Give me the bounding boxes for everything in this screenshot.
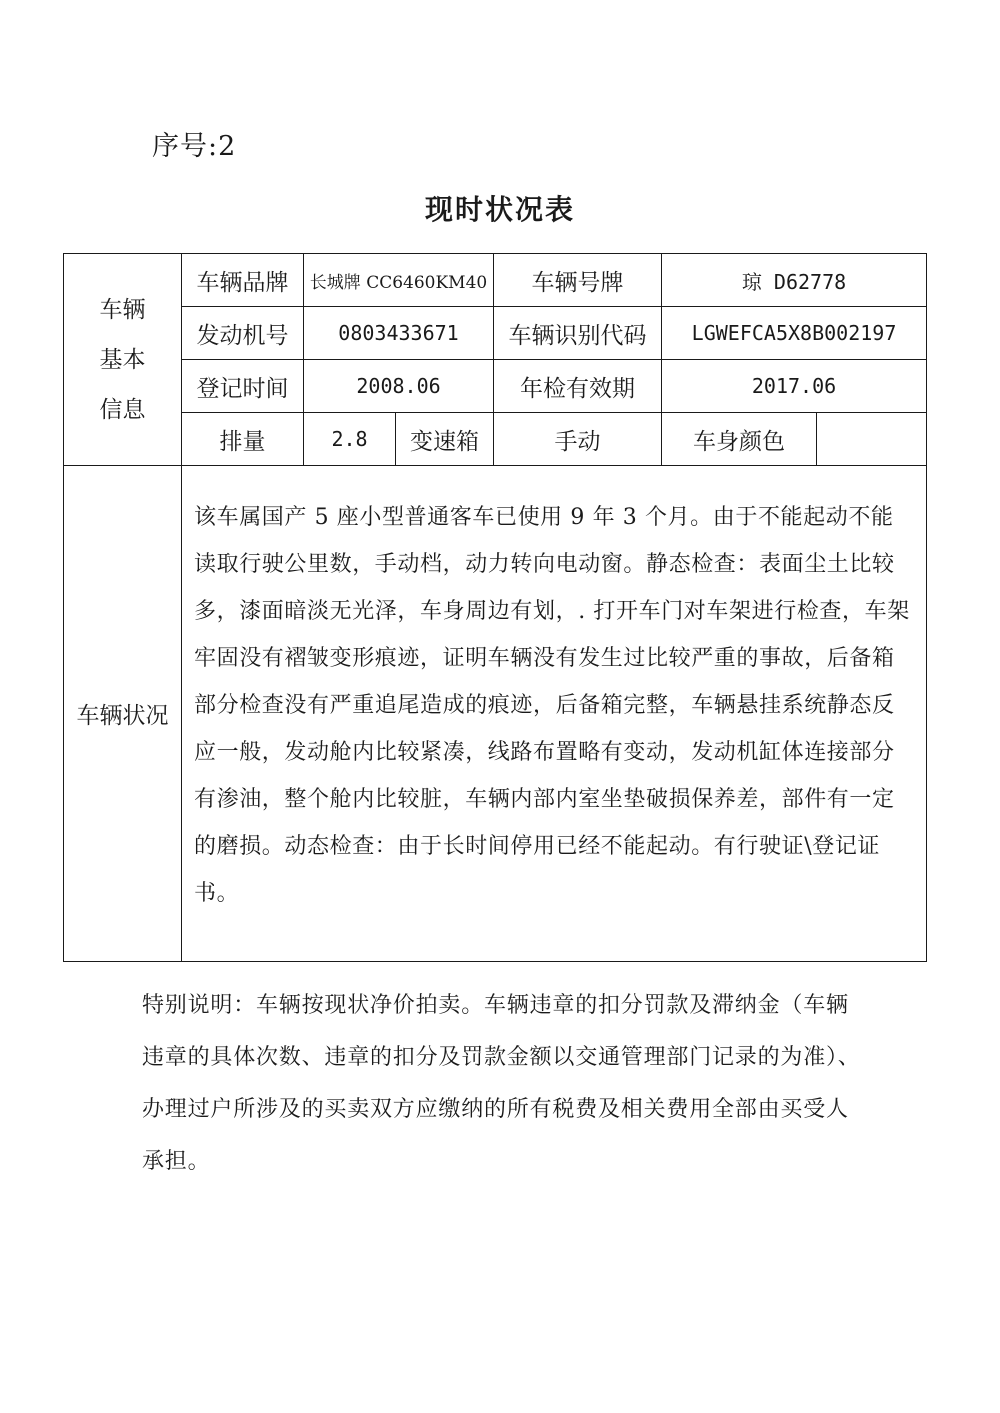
basic-info-section-label (64, 254, 182, 466)
special-note: 特别说明：车辆按现状净价拍卖。车辆违章的扣分罚款及滞纳金（车辆违章的具体次数、违章的扣分及罚款金额以交通管理部门记录的为准）、办理过户所涉及的买卖双方应缴纳的所有税费及相关费用全部由买受人承担。 (142, 993, 861, 1174)
displacement-value: 2.8 (304, 413, 396, 466)
brand-value: 长城牌 CC6460KM40 (304, 254, 494, 307)
plate-label: 车辆号牌 (494, 254, 662, 307)
condition-label: 车辆状况 (64, 466, 182, 962)
vehicle-info-table (63, 253, 927, 962)
body-color-value (817, 413, 927, 466)
plate-value: 琼 D62778 (662, 254, 927, 307)
page-title: 现时状况表 (424, 193, 575, 226)
displacement-label: 排量 (182, 413, 304, 466)
serial-number: 序号:2 (152, 131, 237, 162)
condition-text: 该车属国产 5 座小型普通客车已使用 9 年 3 个月。由于不能起动不能读取行驶公里数，手动档，动力转向电动窗。静态检查：表面尘土比较多，漆面暗淡无光泽，车身周边有划，. 打开车门对车架进行检查，车架牢固没有褶皱变形痕迹，证明车辆没有发生过比较严重的事故，后备箱部分检查没有严重追尾造成的痕迹，后备箱完整，车辆悬挂系统静态反应一般，发动舱内比较紧凑，线路布置略有变动，发动机缸体连接部分有渗油，整个舱内比较脏，车辆内部内室坐垫破损保养差，部件有一定的磨损。动态检查：由于长时间停用已经不能起动。有行驶证\登记证书。 (182, 466, 927, 962)
engine-value: 0803433671 (304, 307, 494, 360)
section-label-line: 信息 (99, 396, 146, 423)
inspection-label: 年检有效期 (494, 360, 662, 413)
registration-label: 登记时间 (182, 360, 304, 413)
engine-label: 发动机号 (182, 307, 304, 360)
section-label-line: 基本 (99, 346, 146, 373)
vin-value: LGWEFCA5X8B002197 (662, 307, 927, 360)
vin-label: 车辆识别代码 (494, 307, 662, 360)
gearbox-value: 手动 (494, 413, 662, 466)
gearbox-label: 变速箱 (396, 413, 494, 466)
body-color-label: 车身颜色 (662, 413, 817, 466)
section-label-line: 车辆 (99, 296, 146, 323)
registration-value: 2008.06 (304, 360, 494, 413)
brand-label: 车辆品牌 (182, 254, 304, 307)
inspection-value: 2017.06 (662, 360, 927, 413)
